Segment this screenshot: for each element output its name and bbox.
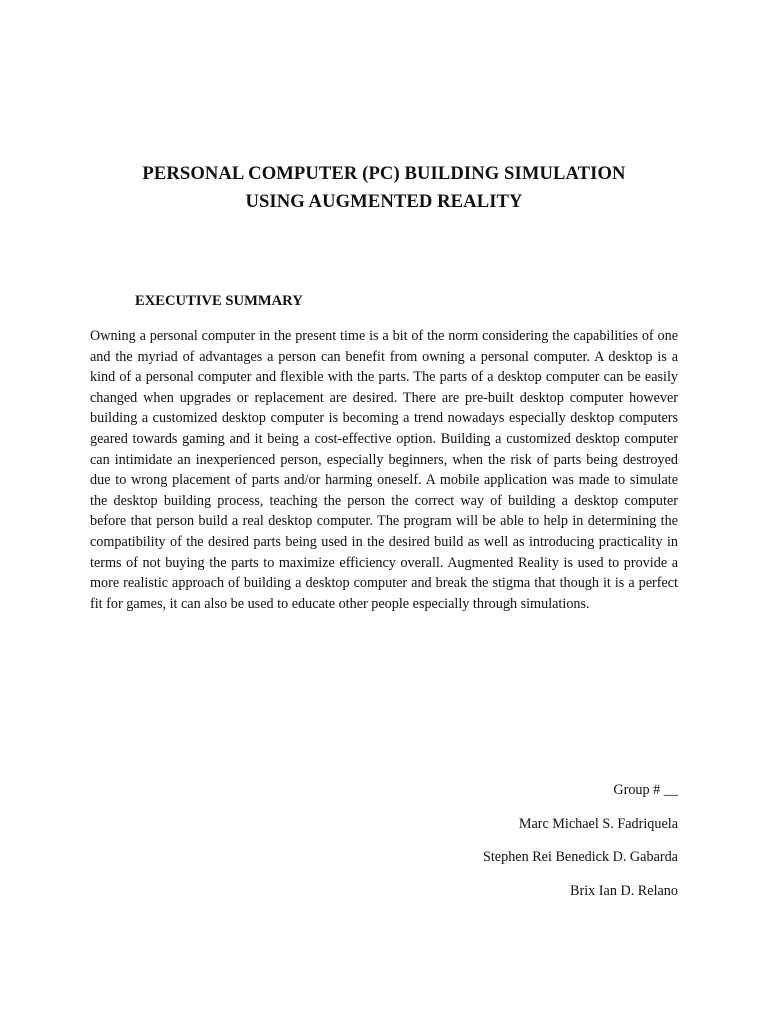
author-name: Brix Ian D. Relano <box>570 882 678 899</box>
title-line-2: USING AUGMENTED REALITY <box>245 191 523 212</box>
signature-block <box>278 780 678 914</box>
document-title <box>0 160 768 216</box>
executive-summary-paragraph: Owning a personal computer in the present time is a bit of the norm considering the capabilities of one and the myriad of advantages a person can benefit from owning a personal computer. A desktop is a kind of a personal computer and flexible with the parts. The parts of a desktop computer can be easily changed when upgrades or replacement are desired. There are pre-built desktop computer however building a customized desktop computer is becoming a trend nowadays especially desktop computers geared towards gaming and it being a cost-effective option. Building a customized desktop computer can intimidate an inexperienced person, especially beginners, when the risk of parts being destroyed due to wrong placement of parts and/or harming oneself. A mobile application was made to simulate the desktop building process, teaching the person the correct way of building a desktop computer before that person build a real desktop computer. The program will be able to help in determining the compatibility of the desired parts being used in the desired build as well as introducing practicality in terms of not buying the parts to maximize efficiency overall. Augmented Reality is used to provide a more realistic approach of building a desktop computer and break the stigma that though it is a perfect fit for games, it can also be used to educate other people especially through simulations. <box>90 328 678 612</box>
author-name: Stephen Rei Benedick D. Gabarda <box>482 849 678 865</box>
title-line-1: PERSONAL COMPUTER (PC) BUILDING SIMULATION <box>142 163 626 184</box>
group-number-label: Group # __ <box>613 782 678 798</box>
author-name: Marc Michael S. Fadriquela <box>518 815 678 832</box>
section-heading-executive-summary: EXECUTIVE SUMMARY <box>135 293 303 309</box>
